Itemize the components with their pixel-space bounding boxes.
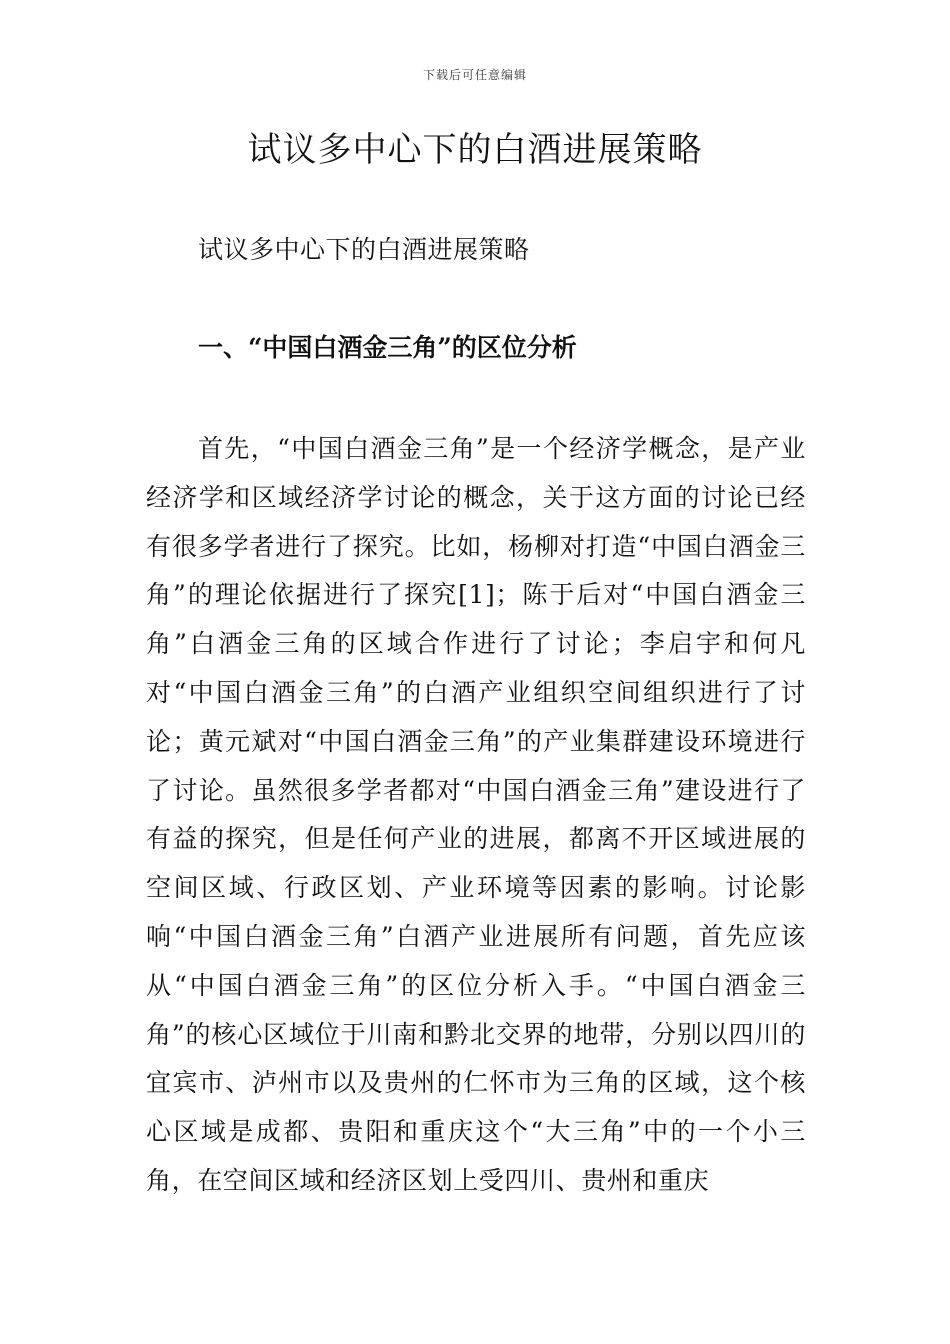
document-title: 试议多中心下的白酒进展策略	[247, 130, 703, 170]
section-heading: 一、“中国白酒金三角”的区位分析	[198, 333, 577, 362]
body-paragraph: 首先，“中国白酒金三角”是一个经济学概念，是产业经济学和区域经济学讨论的概念，关于这方面的讨论已经有很多学者进行了探究。比如，杨柳对打造“中国白酒金三角”的理论依据进行了探究[1]；陈于后对“中国白酒金三角”白酒金三角的区域合作进行了讨论；李启宇和何凡对“中国白酒金三角”的白酒产业组织空间组织进行了讨论；黄元斌对“中国白酒金三角”的产业集群建设环境进行了讨论。虽然很多学者都对“中国白酒金三角”建设进行了有益的探究，但是任何产业的进展，都离不开区域进展的空间区域、行政区划、产业环境等因素的影响。讨论影响“中国白酒金三角”白酒产业进展所有问题，首先应该从“中国白酒金三角”的区位分析入手。“中国白酒金三角”的核心区域位于川南和黔北交界的地带，分别以四川的宜宾市、泸州市以及贵州的仁怀市为三角的区域，这个核心区域是成都、贵阳和重庆这个“大三角”中的一个小三角，在空间区域和经济区划上受四川、贵州和重庆	[146, 434, 806, 1195]
header-note: 下载后可任意编辑	[422, 68, 527, 82]
document-subtitle: 试议多中心下的白酒进展策略	[198, 235, 530, 264]
